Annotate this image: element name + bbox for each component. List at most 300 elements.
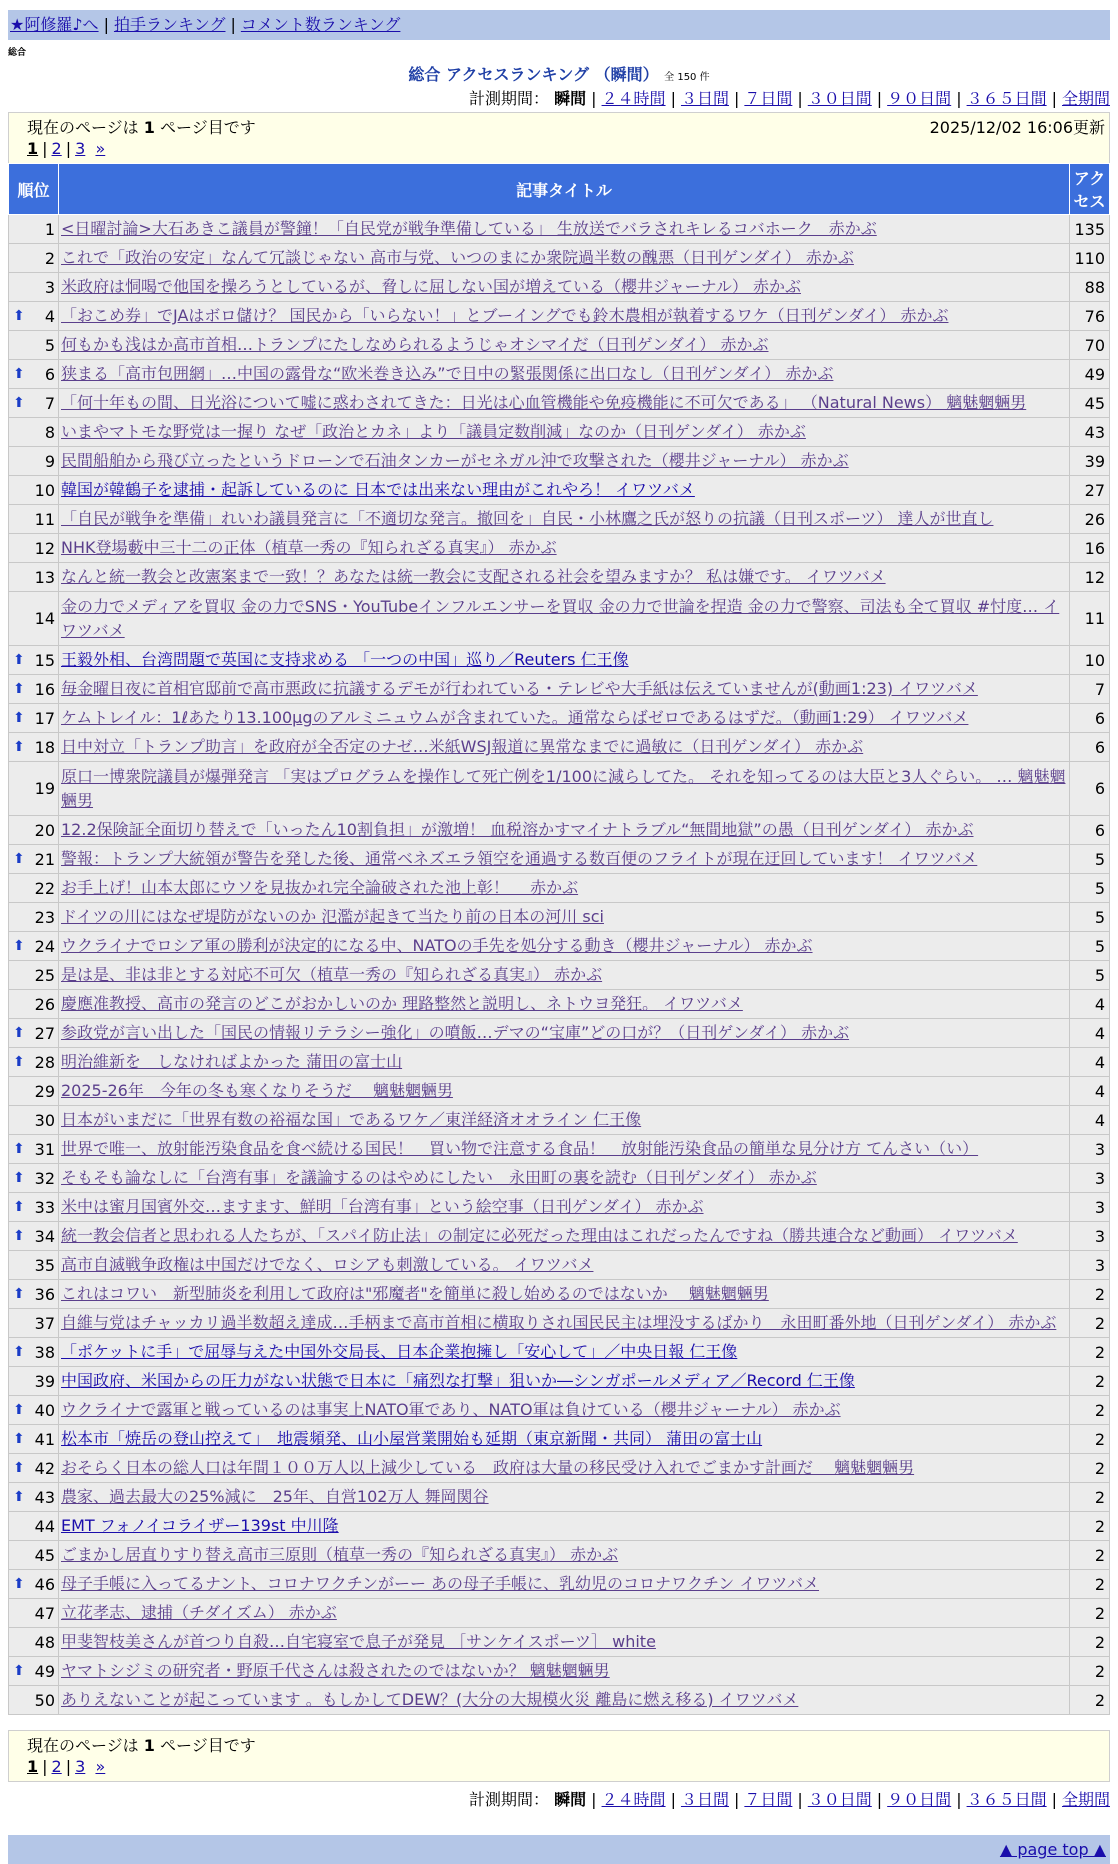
- period-option-0[interactable]: ２４時間: [601, 1790, 666, 1809]
- article-title-link[interactable]: いまやマトモな野党は一握り なぜ「政治とカネ」より「議員定数削減」なのか（日刊ゲンダイ） 赤かぶ: [61, 422, 806, 441]
- article-title-link[interactable]: 甲斐智枝美さんが首つり自殺…自宅寝室で息子が発見 ［サンケイスポーツ］ white: [61, 1632, 656, 1651]
- title-cell: [59, 1338, 1070, 1367]
- rank-number: 12: [34, 538, 55, 558]
- article-title-link[interactable]: そもそも論なしに「台湾有事」を議論するのはやめにしたい 永田町の裏を読む（日刊ゲンダイ） 赤かぶ: [61, 1168, 817, 1187]
- rank-number: 8: [44, 422, 55, 442]
- article-title-link[interactable]: ドイツの川にはなぜ堤防がないのか 氾濫が起きて当たり前の日本の河川 sci: [61, 907, 604, 926]
- title-cell: [59, 1077, 1070, 1106]
- table-row: [9, 215, 1110, 244]
- period-option-3[interactable]: ３０日間: [807, 1790, 872, 1809]
- article-title-link[interactable]: 日本がいまだに「世界有数の裕福な国」であるワケ／東洋経済オオライン 仁王像: [61, 1110, 642, 1129]
- article-title-link[interactable]: NHK登場藪中三十二の正体（植草一秀の『知られざる真実』） 赤かぶ: [61, 538, 557, 557]
- title-cell: [59, 273, 1070, 302]
- article-title-link[interactable]: 原口一博衆院議員が爆弾発言 「実はプログラムを操作して死亡例を1/100に減らしてた。 それを知ってるのは大臣と3人ぐらい。 … 魑魅魍魎男: [61, 766, 1066, 810]
- title-cell: [59, 845, 1070, 874]
- access-count-cell: 3: [1070, 1135, 1110, 1164]
- rank-cell: [9, 1512, 59, 1541]
- rank-number: 48: [34, 1632, 55, 1652]
- separator: |: [65, 139, 72, 158]
- rank-number: 31: [34, 1139, 55, 1159]
- period-option-3[interactable]: ３０日間: [807, 89, 872, 108]
- table-row: [9, 592, 1110, 646]
- rank-up-arrow-icon: ⬆: [13, 681, 25, 697]
- article-title-link[interactable]: ありえないことが起こっています 。もしかしてDEW？(大分の大規模火災 離島に燃え移る) イワツバメ: [61, 1690, 799, 1709]
- title-cell: [59, 1106, 1070, 1135]
- rank-cell: [9, 389, 59, 418]
- rank-cell: [9, 762, 59, 816]
- rank-number: 14: [34, 609, 55, 628]
- article-title-link[interactable]: なんと統一教会と改憲案まで一致！？あなたは統一教会に支配される社会を望みますか？ 私は嫌です。 イワツバメ: [61, 567, 886, 586]
- title-cell: [59, 215, 1070, 244]
- rank-number: 23: [34, 907, 55, 927]
- period-selector-top: [469, 86, 1110, 109]
- table-row: [9, 1077, 1110, 1106]
- article-title-link[interactable]: EMT フォノイコライザー139st 中川隆: [61, 1516, 339, 1535]
- title-cell: [59, 1019, 1070, 1048]
- rank-number: 24: [34, 936, 55, 956]
- rank-cell: [9, 874, 59, 903]
- access-count-cell: 6: [1070, 816, 1110, 845]
- rank-number: 7: [44, 393, 55, 413]
- rank-number: 39: [34, 1371, 55, 1391]
- article-title-link[interactable]: <日曜討論>大石あきこ議員が警鐘！「自民党が戦争準備している」 生放送でバラされキレるコバホーク 赤かぶ: [61, 219, 877, 238]
- table-row: [9, 903, 1110, 932]
- access-count-cell: 26: [1070, 505, 1110, 534]
- rank-number: 5: [44, 335, 55, 355]
- title-cell: [59, 675, 1070, 704]
- table-row: [9, 762, 1110, 816]
- article-title-link[interactable]: 母子手帳に入ってるナント、コロナワクチンがーー あの母子手帳に、乳幼児のコロナワクチン イワツバメ: [61, 1574, 820, 1593]
- rank-cell: [9, 1019, 59, 1048]
- table-row: [9, 961, 1110, 990]
- rank-up-arrow-icon: ⬆: [13, 1141, 25, 1157]
- article-title-link[interactable]: 米中は蜜月国賓外交…ますます、鮮明「台湾有事」という絵空事（日刊ゲンダイ） 赤かぶ: [61, 1197, 704, 1216]
- rank-up-arrow-icon: ⬆: [13, 1025, 25, 1041]
- title-cell: [59, 1164, 1070, 1193]
- access-count-cell: 5: [1070, 932, 1110, 961]
- title-cell: [59, 1222, 1070, 1251]
- period-selector-bottom: [469, 1787, 1110, 1810]
- article-title-link[interactable]: 金の力でメディアを買収 金の力でSNS・YouTubeインフルエンサーを買収 金の力で世論を捏造 金の力で警察、司法も全て買収 #忖度… イワツバメ: [61, 596, 1060, 640]
- access-count-cell: 3: [1070, 1251, 1110, 1280]
- rank-cell: [9, 302, 59, 331]
- separator: |: [42, 139, 48, 158]
- rank-number: 25: [34, 965, 55, 985]
- title-cell: [59, 389, 1070, 418]
- rank-number: 28: [34, 1052, 55, 1072]
- article-title-link[interactable]: 韓国が韓鶴子を逮捕・起訴しているのに 日本では出来ない理由がこれやろ！ イワツバメ: [61, 480, 695, 499]
- rank-cell: [9, 961, 59, 990]
- rank-cell: [9, 1077, 59, 1106]
- rank-cell: [9, 244, 59, 273]
- access-count-cell: 6: [1070, 762, 1110, 816]
- rank-up-arrow-icon: ⬆: [13, 308, 25, 324]
- access-count-cell: 7: [1070, 675, 1110, 704]
- col-rank-header: 順位: [9, 164, 59, 215]
- rank-up-arrow-icon: ⬆: [13, 1576, 25, 1592]
- period-option-5[interactable]: ３６５日間: [966, 89, 1047, 108]
- table-row: [9, 1425, 1110, 1454]
- article-title-link[interactable]: 参政党が言い出した「国民の情報リテラシー強化」の噴飯…デマの“宝庫”どの口が？（日刊ゲンダイ） 赤かぶ: [61, 1023, 850, 1042]
- title-cell: [59, 874, 1070, 903]
- table-row: [9, 990, 1110, 1019]
- access-count-cell: 2: [1070, 1309, 1110, 1338]
- title-cell: [59, 418, 1070, 447]
- access-count-cell: 12: [1070, 563, 1110, 592]
- title-cell: [59, 505, 1070, 534]
- rank-cell: [9, 1541, 59, 1570]
- article-title-link[interactable]: 明治維新を しなければよかった 蒲田の富士山: [61, 1052, 403, 1071]
- asyura-home-link[interactable]: ★阿修羅♪へ: [10, 15, 99, 34]
- rank-cell: [9, 1686, 59, 1715]
- rank-cell: [9, 447, 59, 476]
- table-row: [9, 733, 1110, 762]
- rank-cell: [9, 845, 59, 874]
- current-page-text: [27, 1733, 256, 1756]
- page-title-text: 総合 アクセスランキング （瞬間）: [408, 65, 659, 84]
- rank-cell: [9, 1338, 59, 1367]
- separator: |: [797, 1790, 803, 1809]
- rank-cell: [9, 1164, 59, 1193]
- article-title-link[interactable]: ウクライナでロシア軍の勝利が決定的になる中、NATOの手先を処分する動き（櫻井ジャーナル） 赤かぶ: [61, 936, 813, 955]
- rank-up-arrow-icon: ⬆: [13, 1460, 25, 1476]
- page-link-3[interactable]: 3: [75, 1757, 86, 1776]
- article-title-link[interactable]: 農家、過去最大の25%減に 25年、自営102万人 舞岡関谷: [61, 1487, 489, 1506]
- access-count-cell: 4: [1070, 1106, 1110, 1135]
- table-row: [9, 1048, 1110, 1077]
- title-cell: [59, 1686, 1070, 1715]
- access-count-cell: 27: [1070, 476, 1110, 505]
- rank-number: 9: [44, 451, 55, 471]
- rank-number: 45: [34, 1545, 55, 1565]
- table-row: [9, 505, 1110, 534]
- page-link-3[interactable]: 3: [75, 139, 86, 158]
- table-row: [9, 1686, 1110, 1715]
- article-title-link[interactable]: ごまかし居直りすり替え高市三原則（植草一秀の『知られざる真実』） 赤かぶ: [61, 1545, 619, 1564]
- rank-cell: [9, 418, 59, 447]
- page-top-link[interactable]: ▲ page top ▲: [999, 1840, 1106, 1859]
- article-title-link[interactable]: 松本市「焼岳の登山控えて」 地震頻発、山小屋営業開始も延期（東京新聞・共同） 蒲田の富士山: [61, 1429, 763, 1448]
- separator: |: [733, 89, 740, 108]
- table-row: [9, 273, 1110, 302]
- title-cell: [59, 1657, 1070, 1686]
- article-title-link[interactable]: おそらく日本の総人口は年間１００万人以上減少している 政府は大量の移民受け入れでごまかす計画だ 魑魅魍魎男: [61, 1458, 915, 1477]
- table-row: [9, 1193, 1110, 1222]
- title-cell: [59, 360, 1070, 389]
- article-title-link[interactable]: お手上げ！山本太郎にウソを見抜かれ完全論破された池上彰！ 赤かぶ: [61, 878, 579, 897]
- title-cell: [59, 1135, 1070, 1164]
- period-option-6[interactable]: 全期間: [1061, 89, 1110, 108]
- table-row: [9, 1309, 1110, 1338]
- page-link-2[interactable]: 2: [51, 1757, 62, 1776]
- applause-ranking-link[interactable]: 拍手ランキング: [113, 15, 226, 34]
- page-link-1[interactable]: 1: [27, 1757, 39, 1776]
- rank-number: 13: [34, 567, 55, 587]
- title-cell: [59, 1483, 1070, 1512]
- table-row: [9, 1512, 1110, 1541]
- page-link-1[interactable]: 1: [27, 139, 39, 158]
- title-cell: [59, 1396, 1070, 1425]
- access-count-cell: 3: [1070, 1164, 1110, 1193]
- table-row: [9, 1135, 1110, 1164]
- rank-cell: [9, 1396, 59, 1425]
- rank-up-arrow-icon: ⬆: [13, 1170, 25, 1186]
- table-row: [9, 1338, 1110, 1367]
- article-title-link[interactable]: 中国政府、米国からの圧力がない状態で日本に「痛烈な打撃」狙いか―シンガポールメディア／Record 仁王像: [61, 1371, 855, 1390]
- rank-number: 2: [44, 248, 55, 268]
- table-header-row: [9, 164, 1110, 215]
- rank-cell: [9, 1657, 59, 1686]
- separator: |: [1051, 89, 1057, 108]
- table-row: [9, 704, 1110, 733]
- title-cell: [59, 563, 1070, 592]
- article-title-link[interactable]: 「何十年もの間、日光浴について嘘に惑わされてきた：日光は心血管機能や免疫機能に不可欠である」 （Natural News） 魑魅魍魎男: [61, 393, 1027, 412]
- rank-number: 33: [34, 1197, 55, 1217]
- rank-up-arrow-icon: ⬆: [13, 1402, 25, 1418]
- current-page-text: [27, 115, 256, 138]
- title-cell: [59, 704, 1070, 733]
- bottom-bar: [8, 1835, 1110, 1864]
- period-option-4[interactable]: ９０日間: [887, 1790, 952, 1809]
- access-count-cell: 2: [1070, 1367, 1110, 1396]
- period-option-6[interactable]: 全期間: [1061, 1790, 1110, 1809]
- table-row: [9, 244, 1110, 273]
- access-count-cell: 135: [1070, 215, 1110, 244]
- rank-number: 41: [34, 1429, 55, 1449]
- article-title-link[interactable]: 民間船舶から飛び立ったというドローンで石油タンカーがセネガル沖で攻撃された（櫻井ジャーナル） 赤かぶ: [61, 451, 849, 470]
- table-row: [9, 675, 1110, 704]
- table-row: [9, 1483, 1110, 1512]
- article-title-link[interactable]: 世界で唯一、放射能汚染食品を食べ続ける国民！ 買い物で注意する食品！ 放射能汚染食品の簡単な見分け方 てんさい（い）: [61, 1139, 979, 1158]
- article-title-link[interactable]: 自維与党はチャッカリ過半数超え達成…手柄まで高市首相に横取りされ国民民主は埋没するばかり 永田町番外地（日刊ゲンダイ） 赤かぶ: [61, 1313, 1057, 1332]
- rank-number: 34: [34, 1226, 55, 1246]
- rank-number: 15: [34, 650, 55, 670]
- table-row: [9, 1280, 1110, 1309]
- rank-up-arrow-icon: ⬆: [13, 1054, 25, 1070]
- period-option-5[interactable]: ３６５日間: [966, 1790, 1047, 1809]
- rank-cell: [9, 816, 59, 845]
- page-links: [27, 139, 105, 158]
- separator: |: [1051, 1790, 1057, 1809]
- period-option-4[interactable]: ９０日間: [887, 89, 952, 108]
- title-cell: [59, 534, 1070, 563]
- rank-cell: [9, 1454, 59, 1483]
- title-cell: [59, 1280, 1070, 1309]
- article-title-link[interactable]: ヤマトシジミの研究者・野原千代さんは殺されたのではないか？ 魑魅魍魎男: [61, 1661, 610, 1680]
- separator: |: [591, 1790, 597, 1809]
- separator: |: [591, 89, 597, 108]
- separator: |: [876, 89, 883, 108]
- article-title-link[interactable]: 2025-26年 今年の冬も寒くなりそうだ 魑魅魍魎男: [61, 1081, 453, 1100]
- title-cell: [59, 961, 1070, 990]
- page-link-2[interactable]: 2: [51, 139, 62, 158]
- table-row: [9, 563, 1110, 592]
- rank-cell: [9, 1135, 59, 1164]
- pager-bottom: [8, 1730, 1110, 1782]
- rank-cell: [9, 1483, 59, 1512]
- title-cell: [59, 244, 1070, 273]
- article-title-link[interactable]: 何もかも浅はか高市首相…トランプにたしなめられるようじゃオシマイだ（日刊ゲンダイ） 赤かぶ: [61, 335, 769, 354]
- access-count-cell: 2: [1070, 1512, 1110, 1541]
- separator: |: [956, 1790, 962, 1809]
- table-row: [9, 1019, 1110, 1048]
- article-title-link[interactable]: 高市自滅戦争政権は中国だけでなく、ロシアも刺激している。 イワツバメ: [61, 1255, 594, 1274]
- access-count-cell: 6: [1070, 704, 1110, 733]
- article-title-link[interactable]: 統一教会信者と思われる人たちが、「スパイ防止法」の制定に必死だった理由はこれだったんですね（勝共連合など動画） イワツバメ: [61, 1226, 1018, 1245]
- rank-cell: [9, 932, 59, 961]
- table-row: [9, 1396, 1110, 1425]
- table-row: [9, 1251, 1110, 1280]
- separator: |: [103, 15, 109, 34]
- rank-cell: [9, 733, 59, 762]
- page-links: [27, 1757, 105, 1776]
- access-count-cell: 43: [1070, 418, 1110, 447]
- separator: |: [230, 15, 236, 34]
- table-row: [9, 534, 1110, 563]
- separator: |: [65, 1757, 72, 1776]
- access-count-cell: 2: [1070, 1280, 1110, 1309]
- rank-cell: [9, 215, 59, 244]
- rank-number: 1: [44, 219, 55, 239]
- article-title-link[interactable]: 12.2保険証全面切り替えで「いったん10割負担」が激増！ 血税溶かすマイナトラブル“無間地獄”の愚（日刊ゲンダイ） 赤かぶ: [61, 820, 974, 839]
- access-count-cell: 2: [1070, 1425, 1110, 1454]
- rank-up-arrow-icon: ⬆: [13, 652, 25, 668]
- access-count-cell: 4: [1070, 1077, 1110, 1106]
- article-title-link[interactable]: これで「政治の安定」なんて冗談じゃない 高市与党、いつのまにか衆院過半数の醜悪（日刊ゲンダイ） 赤かぶ: [61, 248, 854, 267]
- article-title-link[interactable]: 日中対立「トランプ助言」を政府が全否定のナゼ…米紙WSJ報道に異常なまでに過敏に（日刊ゲンダイ） 赤かぶ: [61, 737, 864, 756]
- article-title-link[interactable]: 王毅外相、台湾問題で英国に支持求める 「一つの中国」巡り／Reuters 仁王像: [61, 650, 629, 669]
- table-row: [9, 932, 1110, 961]
- rank-number: 47: [34, 1603, 55, 1623]
- period-option-0[interactable]: ２４時間: [601, 89, 666, 108]
- article-title-link[interactable]: 「ポケットに手」で屈辱与えた中国外交局長、日本企業抱擁し「安心して」／中央日報 仁王像: [61, 1342, 738, 1361]
- rank-number: 3: [44, 277, 55, 297]
- article-title-link[interactable]: 米政府は恫喝で他国を操ろうとしているが、脅しに屈しない国が増えている（櫻井ジャーナル） 赤かぶ: [61, 277, 801, 296]
- rank-up-arrow-icon: ⬆: [13, 1286, 25, 1302]
- article-title-link[interactable]: 立花孝志、逮捕（チダイズム） 赤かぶ: [61, 1603, 337, 1622]
- article-title-link[interactable]: 警報：トランプ大統領が警告を発した後、通常ベネズエラ領空を通過する数百便のフライトが現在迂回しています！ イワツバメ: [61, 849, 978, 868]
- period-option-1[interactable]: ３日間: [680, 1790, 729, 1809]
- table-row: [9, 447, 1110, 476]
- title-cell: [59, 903, 1070, 932]
- rank-number: 46: [34, 1574, 55, 1594]
- rank-cell: [9, 534, 59, 563]
- article-title-link[interactable]: ウクライナで露軍と戦っているのは事実上NATO軍であり、NATO軍は負けている（櫻井ジャーナル） 赤かぶ: [61, 1400, 841, 1419]
- period-option-1[interactable]: ３日間: [680, 89, 729, 108]
- rank-cell: [9, 704, 59, 733]
- rank-up-arrow-icon: ⬆: [13, 395, 25, 411]
- rank-number: 43: [34, 1487, 55, 1507]
- article-title-link[interactable]: 慶應准教授、高市の発言のどこがおかしいのか 理路整然と説明し、ネトウヨ発狂。 イワツバメ: [61, 994, 743, 1013]
- next-page-link[interactable]: »: [95, 139, 106, 158]
- rank-cell: [9, 1570, 59, 1599]
- rank-number: 40: [34, 1400, 55, 1420]
- rank-number: 21: [34, 849, 55, 869]
- access-count-cell: 4: [1070, 1048, 1110, 1077]
- title-cell: [59, 1367, 1070, 1396]
- title-cell: [59, 1454, 1070, 1483]
- title-cell: [59, 1048, 1070, 1077]
- rank-cell: [9, 505, 59, 534]
- table-row: [9, 1164, 1110, 1193]
- rank-number: 29: [34, 1081, 55, 1101]
- access-count-cell: 2: [1070, 1483, 1110, 1512]
- period-option-2[interactable]: ７日間: [744, 1790, 793, 1809]
- rank-up-arrow-icon: ⬆: [13, 739, 25, 755]
- title-cell: [59, 1425, 1070, 1454]
- rank-number: 16: [34, 679, 55, 699]
- period-current: 瞬間: [554, 1790, 587, 1809]
- period-option-2[interactable]: ７日間: [744, 89, 793, 108]
- access-count-cell: 2: [1070, 1396, 1110, 1425]
- title-cell: [59, 1193, 1070, 1222]
- rank-number: 6: [44, 364, 55, 384]
- access-count-cell: 4: [1070, 990, 1110, 1019]
- table-row: [9, 302, 1110, 331]
- access-count-cell: 110: [1070, 244, 1110, 273]
- rank-number: 27: [34, 1023, 55, 1043]
- rank-cell: [9, 476, 59, 505]
- access-count-cell: 76: [1070, 302, 1110, 331]
- title-cell: [59, 331, 1070, 360]
- rank-cell: [9, 903, 59, 932]
- period-label: 計測期間：: [469, 89, 550, 108]
- access-count-cell: 5: [1070, 903, 1110, 932]
- title-cell: [59, 447, 1070, 476]
- page-text-post: ページ目です: [160, 118, 256, 137]
- table-row: [9, 1454, 1110, 1483]
- title-cell: [59, 1570, 1070, 1599]
- title-cell: [59, 592, 1070, 646]
- pager-top: [8, 112, 1110, 164]
- article-title-link[interactable]: 是は是、非は非とする対応不可欠（植草一秀の『知られざる真実』） 赤かぶ: [61, 965, 603, 984]
- article-title-link[interactable]: これはコワい 新型肺炎を利用して政府は"邪魔者"を簡単に殺し始めるのではないか 魑魅魍魎男: [61, 1284, 769, 1303]
- rank-cell: [9, 1309, 59, 1338]
- separator: |: [876, 1790, 883, 1809]
- page-number: 1: [143, 1736, 155, 1755]
- rank-number: 17: [34, 708, 55, 728]
- article-title-link[interactable]: 「おこめ券」でJAはボロ儲け？ 国民から「いらない！」とブーイングでも鈴木農相が執着するワケ（日刊ゲンダイ） 赤かぶ: [61, 306, 949, 325]
- comment-ranking-link[interactable]: コメント数ランキング: [240, 15, 401, 34]
- rank-cell: [9, 1280, 59, 1309]
- rank-cell: [9, 1599, 59, 1628]
- access-count-cell: 2: [1070, 1338, 1110, 1367]
- article-title-link[interactable]: 狭まる「高市包囲網」…中国の露骨な“欧米巻き込み”で日中の緊張関係に出口なし（日刊ゲンダイ） 赤かぶ: [61, 364, 834, 383]
- title-cell: [59, 476, 1070, 505]
- rank-number: 4: [44, 306, 55, 326]
- table-row: [9, 476, 1110, 505]
- rank-number: 49: [34, 1661, 55, 1681]
- article-title-link[interactable]: 「自民が戦争を準備」れいわ議員発言に「不適切な発言。撤回を」自民・小林鷹之氏が怒りの抗議（日刊スポーツ） 達人が世直し: [61, 509, 994, 528]
- table-row: [9, 360, 1110, 389]
- table-row: [9, 1222, 1110, 1251]
- rank-cell: [9, 592, 59, 646]
- rank-number: 18: [34, 737, 55, 757]
- article-title-link[interactable]: 毎金曜日夜に首相官邸前で高市悪政に抗議するデモが行われている・テレビや大手紙は伝えていませんが(動画1:23) イワツバメ: [61, 679, 978, 698]
- next-page-link[interactable]: »: [95, 1757, 106, 1776]
- period-label: 計測期間：: [469, 1790, 550, 1809]
- rank-number: 20: [34, 820, 55, 840]
- access-count-cell: 16: [1070, 534, 1110, 563]
- rank-up-arrow-icon: ⬆: [13, 1663, 25, 1679]
- rank-number: 22: [34, 878, 55, 898]
- article-title-link[interactable]: ケムトレイル：1ℓあたり13.100μgのアルミニュウムが含まれていた。通常ならばゼロであるはずだ。（動画1:29） イワツバメ: [61, 708, 969, 727]
- rank-number: 32: [34, 1168, 55, 1188]
- access-count-cell: 5: [1070, 845, 1110, 874]
- table-row: [9, 1599, 1110, 1628]
- access-count-cell: 4: [1070, 1019, 1110, 1048]
- access-count-cell: 3: [1070, 1193, 1110, 1222]
